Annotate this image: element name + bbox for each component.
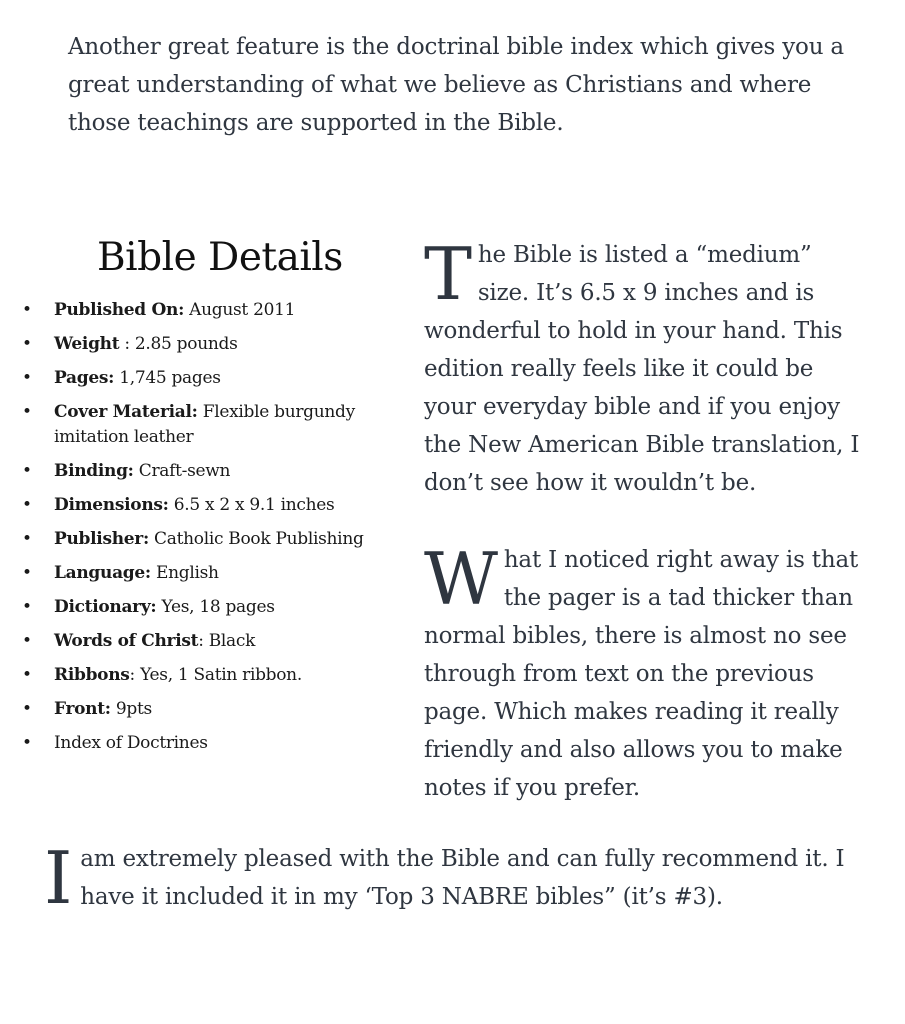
detail-label: Ribbons: [54, 665, 130, 685]
drop-cap: T: [424, 232, 472, 316]
detail-label: Pages:: [54, 368, 115, 388]
detail-value: 6.5 x 2 x 9.1 inches: [168, 495, 335, 515]
detail-value: Flexible burgundy imitation leather: [54, 402, 355, 447]
review-paragraph-conclusion: [44, 836, 874, 920]
detail-label: Publisher:: [54, 529, 149, 549]
intro-paragraph: Another great feature is the doctrinal bible index which gives you a great understanding of what we believe as Christians and where those teachings are supported in the Bible.: [68, 34, 844, 136]
detail-value: Yes, 18 pages: [156, 597, 275, 617]
bullet-icon: •: [22, 597, 32, 617]
bullet-icon: •: [22, 368, 32, 388]
detail-item-binding: [0, 459, 390, 484]
detail-value: : Black: [198, 631, 256, 651]
review-paragraph-size: [424, 232, 864, 502]
bullet-icon: •: [22, 529, 32, 549]
detail-value: : Yes, 1 Satin ribbon.: [129, 665, 302, 685]
detail-item-published: [0, 298, 390, 323]
detail-item-publisher: [0, 527, 390, 552]
bullet-icon: •: [22, 461, 32, 481]
detail-item-words-of-christ: [0, 629, 390, 654]
detail-value: 9pts: [110, 699, 152, 719]
bullet-icon: •: [22, 733, 32, 753]
detail-label: Binding:: [54, 461, 134, 481]
drop-cap: W: [424, 537, 498, 621]
detail-item-index-of-doctrines: [0, 731, 390, 756]
detail-item-language: [0, 561, 390, 586]
detail-label: Language:: [54, 563, 151, 583]
bullet-icon: •: [22, 563, 32, 583]
detail-value: Index of Doctrines: [54, 733, 208, 753]
detail-value: Catholic Book Publishing: [148, 529, 364, 549]
detail-value: : 2.85 pounds: [119, 334, 238, 354]
detail-label: Front:: [54, 699, 111, 719]
bullet-icon: •: [22, 402, 32, 422]
detail-item-ribbons: [0, 663, 390, 688]
review-paragraph-paper: [424, 537, 864, 807]
bible-details-title: Bible Details: [97, 235, 343, 280]
detail-value: Craft-sewn: [133, 461, 231, 481]
detail-label: Published On:: [54, 300, 185, 320]
detail-value: English: [150, 563, 219, 583]
paragraph-text: hat I noticed right away is that the pager is a tad thicker than normal bibles, there is almost no see through from text on the previous page. Which makes reading it really friendly and also allows you to make notes if you prefer.: [424, 547, 859, 801]
paragraph-text: he Bible is listed a “medium” size. It’s 6.5 x 9 inches and is wonderful to hold in your hand. This edition really feels like it could be your everyday bible and if you enjoy the New American Bible translation, I don’t see how it wouldn’t be.: [424, 242, 860, 496]
detail-item-cover-material: [0, 400, 390, 450]
paragraph-text: am extremely pleased with the Bible and can fully recommend it. I have it included it in my ‘Top 3 NABRE bibles” (it’s #3).: [80, 846, 845, 910]
detail-item-pages: [0, 366, 390, 391]
bullet-icon: •: [22, 699, 32, 719]
detail-label: Dictionary:: [54, 597, 157, 617]
bullet-icon: •: [22, 300, 32, 320]
detail-item-dimensions: [0, 493, 390, 518]
bullet-icon: •: [22, 495, 32, 515]
detail-item-weight: [0, 332, 390, 357]
detail-value: 1,745 pages: [114, 368, 221, 388]
drop-cap: I: [44, 836, 73, 920]
detail-label: Weight: [54, 334, 120, 354]
detail-item-front: [0, 697, 390, 722]
detail-label: Dimensions:: [54, 495, 169, 515]
detail-label: Cover Material:: [54, 402, 198, 422]
bible-details-list: [0, 298, 390, 765]
bullet-icon: •: [22, 334, 32, 354]
bullet-icon: •: [22, 665, 32, 685]
detail-item-dictionary: [0, 595, 390, 620]
detail-label: Words of Christ: [54, 631, 199, 651]
bullet-icon: •: [22, 631, 32, 651]
detail-value: August 2011: [184, 300, 296, 320]
